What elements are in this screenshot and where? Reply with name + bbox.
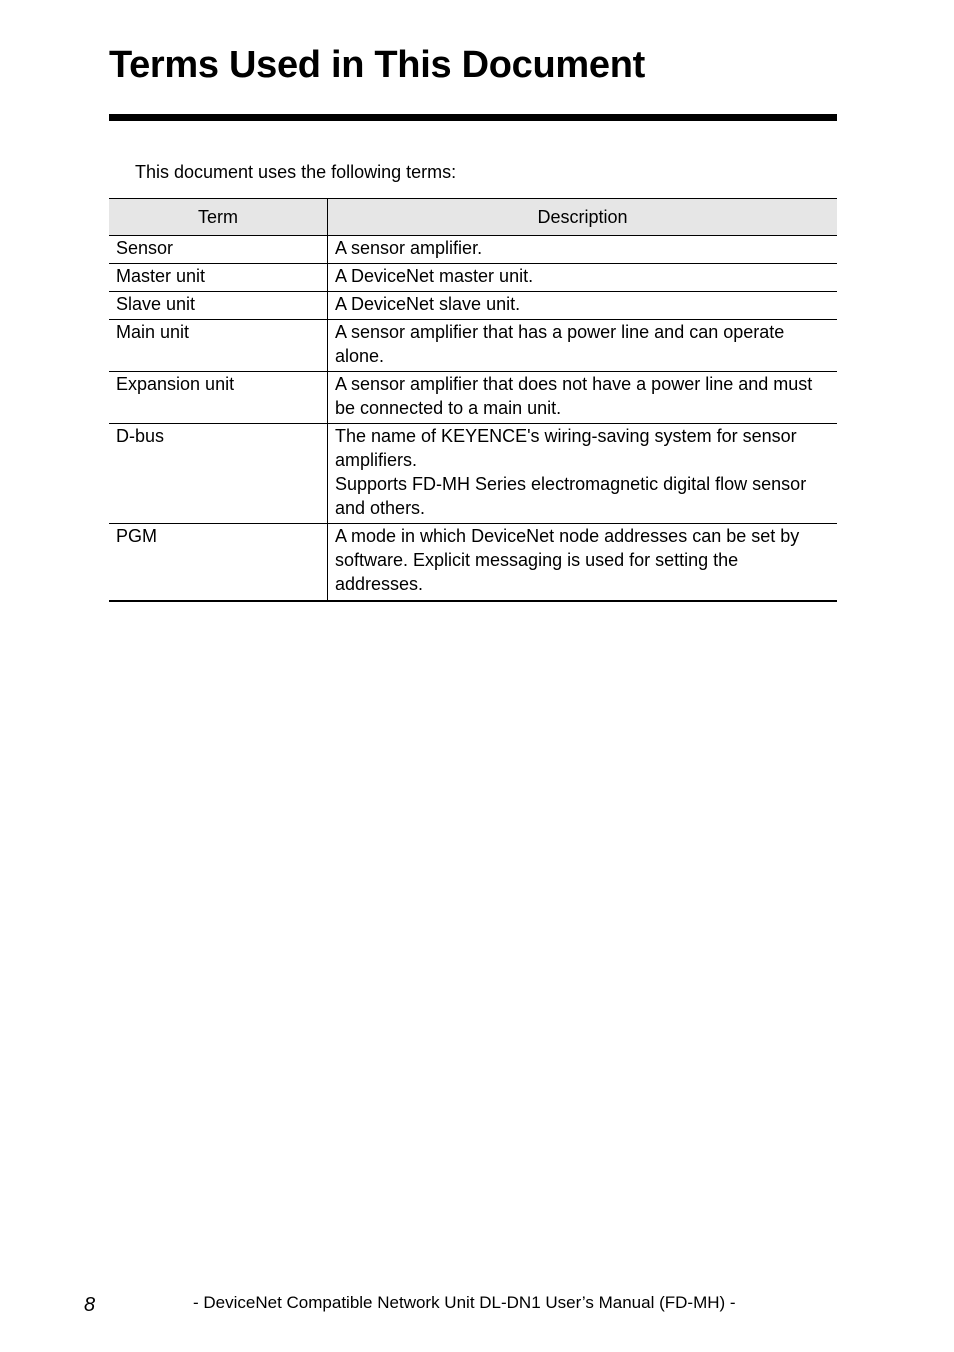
description-line: The name of KEYENCE's wiring-saving system for sensor amplifiers. [335,426,797,470]
column-header-description: Description [328,199,838,236]
description-cell [328,236,838,264]
term-cell: Master unit [109,264,328,292]
description-cell [328,320,838,372]
term-cell: D-bus [109,424,328,524]
column-header-term: Term [109,199,328,236]
description-cell [328,424,838,524]
description-line: Supports FD-MH Series electromagnetic digital flow sensor and others. [335,474,807,518]
term-cell: Expansion unit [109,372,328,424]
table-row [109,372,837,424]
description-cell [328,524,838,602]
term-cell: Slave unit [109,292,328,320]
description-line: A DeviceNet slave unit. [335,294,521,314]
table-header-row [109,199,837,236]
table-row [109,524,837,602]
description-cell [328,292,838,320]
description-line: A sensor amplifier that does not have a power line and must be connected to a main unit. [335,374,813,418]
table-row [109,236,837,264]
description-cell [328,372,838,424]
table-row [109,292,837,320]
page-number: 8 [84,1294,96,1316]
term-cell: Sensor [109,236,328,264]
terms-table-body [109,236,837,602]
page-title: Terms Used in This Document [109,44,645,86]
table-row [109,320,837,372]
table-row [109,424,837,524]
description-line: A DeviceNet master unit. [335,266,534,286]
term-cell: Main unit [109,320,328,372]
description-line: A sensor amplifier. [335,238,483,258]
description-cell [328,264,838,292]
title-rule [109,114,837,121]
description-line: A sensor amplifier that has a power line and can operate alone. [335,322,785,366]
terms-table [109,198,837,602]
description-line: A mode in which DeviceNet node addresses can be set by software. Explicit messaging is used for setting the addresses. [335,526,800,594]
footer-text: - DeviceNet Compatible Network Unit DL-DN1 User’s Manual (FD-MH) - [193,1293,736,1312]
table-row [109,264,837,292]
intro-text: This document uses the following terms: [135,162,457,182]
term-cell: PGM [109,524,328,602]
